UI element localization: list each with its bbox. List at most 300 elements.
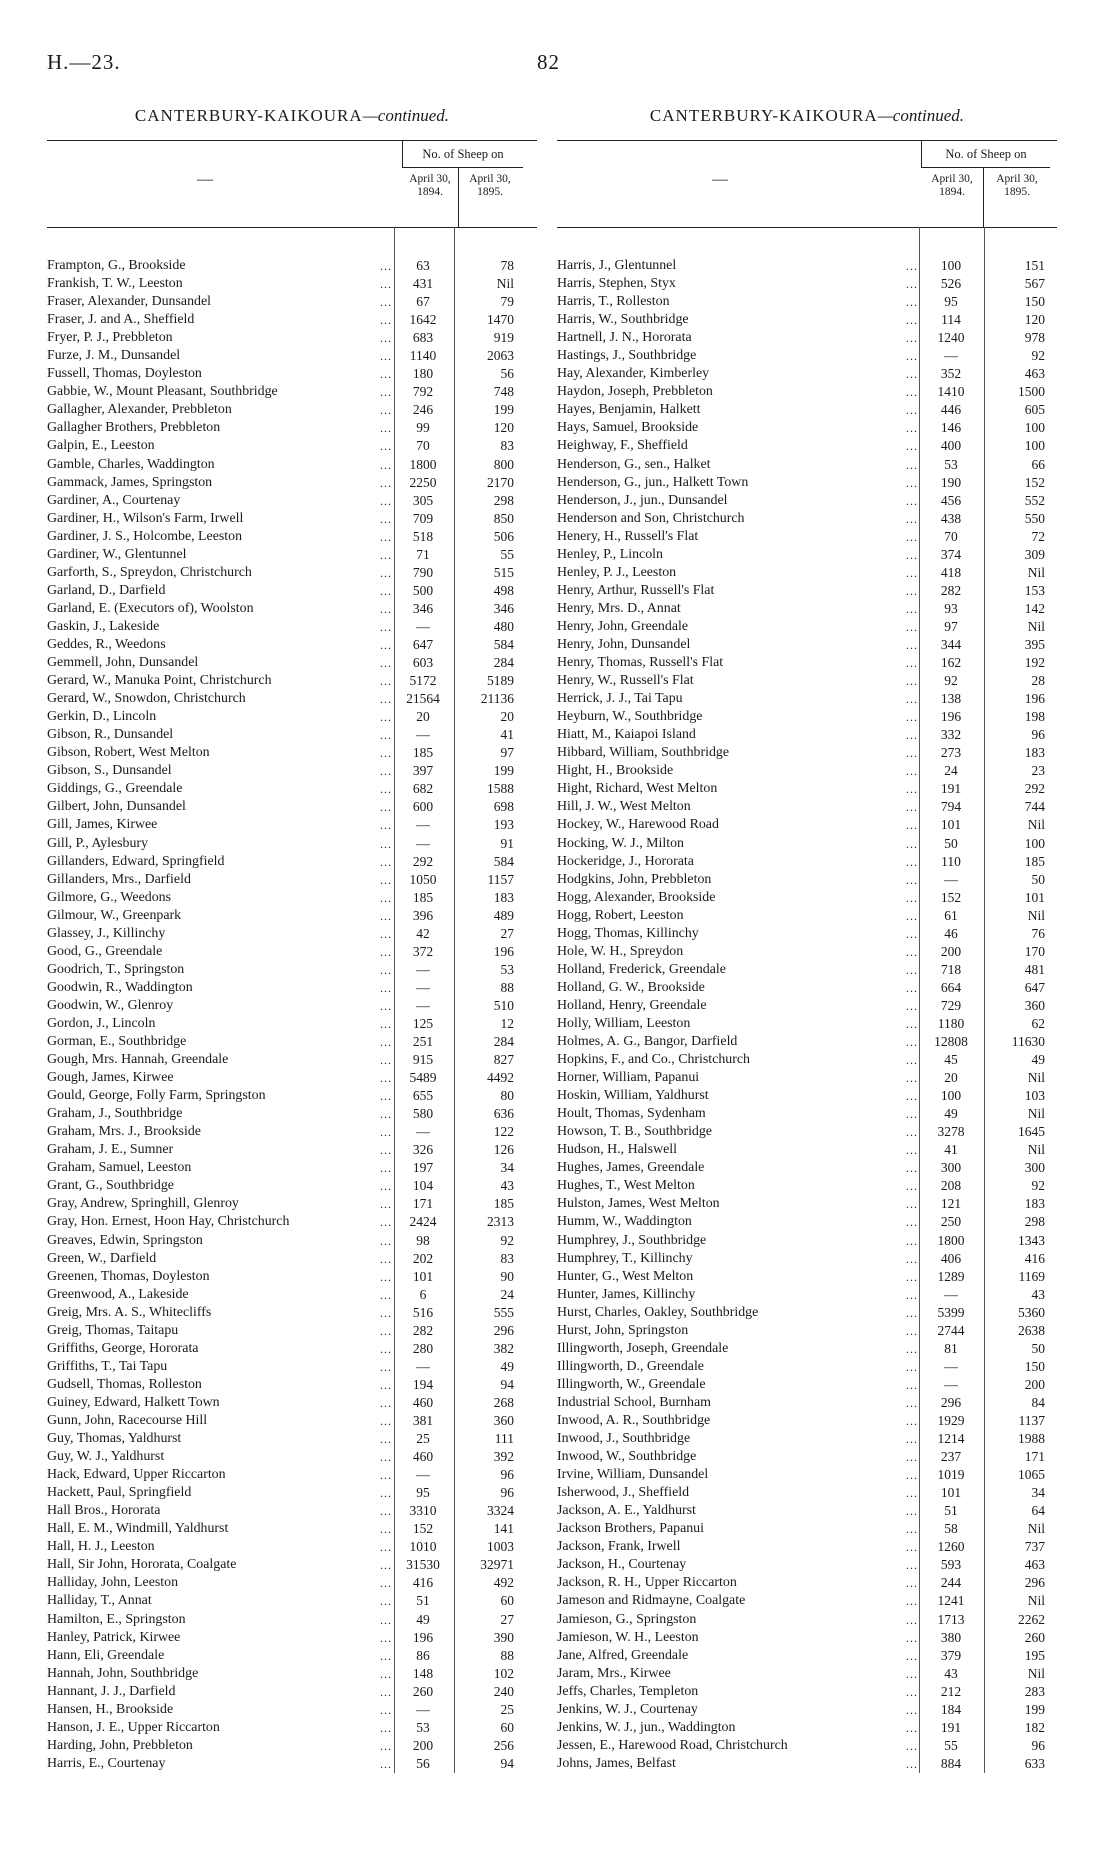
table-row <box>47 347 537 365</box>
leader-dots: ... <box>906 710 918 725</box>
sheep-count-1895: 151 <box>1024 258 1045 273</box>
sheep-count-1895: 584 <box>493 853 514 869</box>
table-row <box>557 618 1057 636</box>
leader-dots: ... <box>906 656 918 671</box>
sheep-count-1894: 191 <box>940 1719 962 1735</box>
sheep-count-1895: 298 <box>1024 1214 1045 1230</box>
holder-name: Gerard, W., Snowdon, Christchurch <box>47 691 246 707</box>
sheep-count-1894: 647 <box>412 636 434 652</box>
holder-name: Gemmell, John, Dunsandel <box>47 655 199 671</box>
holder-name: Gould, George, Folly Farm, Springston <box>47 1088 266 1104</box>
leader-dots: ... <box>380 962 392 977</box>
sheep-count-1894: 526 <box>940 276 962 292</box>
holder-name: Hole, W. H., Spreydon <box>557 943 684 959</box>
leader-dots: ... <box>906 601 918 616</box>
left-header-dash: — <box>197 171 213 188</box>
sheep-count-1895: 2638 <box>1018 1322 1045 1338</box>
table-row <box>557 401 1057 419</box>
sheep-count-1895: 83 <box>500 438 514 454</box>
sheep-count-1895: 153 <box>1024 582 1045 598</box>
sheep-count-1895: 24 <box>500 1286 514 1302</box>
table-row <box>47 1430 537 1448</box>
sheep-count-1894: 396 <box>412 907 434 923</box>
leader-dots: ... <box>906 619 918 634</box>
sheep-count-1894: 250 <box>940 1214 962 1230</box>
sheep-count-1895: 300 <box>1024 1160 1045 1176</box>
holder-name: Herrick, J. J., Tai Tapu <box>557 691 683 707</box>
sheep-count-1895: 12 <box>500 1015 514 1031</box>
sheep-count-1895: 41 <box>500 727 514 743</box>
sheep-count-1894: — <box>416 997 430 1013</box>
table-row <box>47 1629 537 1647</box>
holder-name: Gabbie, W., Mount Pleasant, Southbridge <box>47 384 278 400</box>
table-row <box>557 1611 1057 1629</box>
sheep-count-1894: 346 <box>412 600 434 616</box>
sheep-count-1894: 246 <box>412 402 434 418</box>
sheep-count-1895: 5189 <box>487 673 514 689</box>
leader-dots: ... <box>906 1179 918 1194</box>
sheep-count-1895: 296 <box>493 1322 514 1338</box>
sheep-count-1895: 5360 <box>1018 1304 1045 1320</box>
sheep-count-1894: 603 <box>412 655 434 671</box>
leader-dots: ... <box>906 692 918 707</box>
holder-name: Hurst, John, Springston <box>557 1322 689 1338</box>
sheep-count-1894: 664 <box>940 979 962 995</box>
left-title-suffix: —continued. <box>362 106 450 125</box>
table-row <box>47 1556 537 1574</box>
leader-dots: ... <box>380 926 392 941</box>
table-row <box>557 528 1057 546</box>
sheep-count-1895: 50 <box>1031 1340 1045 1356</box>
leader-dots: ... <box>380 1341 392 1356</box>
holder-name: Furze, J. M., Dunsandel <box>47 348 181 364</box>
table-row <box>47 1701 537 1719</box>
holder-name: Hight, Richard, West Melton <box>557 781 718 797</box>
sheep-count-1894: 162 <box>940 655 962 671</box>
sheep-count-1895: 126 <box>493 1142 514 1158</box>
sheep-count-1894: — <box>416 979 430 995</box>
leader-dots: ... <box>380 601 392 616</box>
sheep-count-1895: 142 <box>1024 600 1045 616</box>
sheep-count-1894: 352 <box>940 366 962 382</box>
holder-name: Graham, J., Southbridge <box>47 1106 183 1122</box>
leader-dots: ... <box>906 313 918 328</box>
sheep-count-1895: 584 <box>493 636 514 652</box>
table-row <box>557 1232 1057 1250</box>
holder-name: Hay, Alexander, Kimberley <box>557 366 710 382</box>
sheep-count-1894: 95 <box>416 1485 430 1501</box>
sheep-count-1894: 31530 <box>406 1557 440 1573</box>
leader-dots: ... <box>906 728 918 743</box>
sheep-count-1895: Nil <box>1027 1106 1045 1122</box>
sheep-count-1895: 185 <box>493 1196 514 1212</box>
holder-name: Gillanders, Edward, Springfield <box>47 853 225 869</box>
leader-dots: ... <box>906 1684 918 1699</box>
sheep-count-1895: Nil <box>496 276 514 292</box>
sheep-count-1895: 79 <box>500 294 514 310</box>
sheep-count-1895: Nil <box>1027 1142 1045 1158</box>
table-row <box>47 1087 537 1105</box>
holder-name: Gough, James, Kirwee <box>47 1070 174 1086</box>
sheep-count-1895: Nil <box>1027 1593 1045 1609</box>
table-row <box>557 889 1057 907</box>
sheep-count-1895: 103 <box>1024 1088 1045 1104</box>
leader-dots: ... <box>380 1107 392 1122</box>
table-row <box>557 907 1057 925</box>
holder-name: Halliday, T., Annat <box>47 1593 152 1609</box>
sheep-count-1895: 60 <box>500 1719 514 1735</box>
sheep-count-1894: 418 <box>940 564 962 580</box>
holder-name: Hocking, W. J., Milton <box>557 835 684 851</box>
leader-dots: ... <box>906 926 918 941</box>
sheep-count-1894: 208 <box>940 1178 962 1194</box>
table-row <box>47 293 537 311</box>
sheep-count-1895: 978 <box>1024 330 1045 346</box>
table-row <box>557 275 1057 293</box>
table-row <box>47 1322 537 1340</box>
sheep-count-1895: 92 <box>500 1232 514 1248</box>
leader-dots: ... <box>906 421 918 436</box>
table-row <box>47 510 537 528</box>
sheep-count-1894: 438 <box>940 510 962 526</box>
leader-dots: ... <box>380 1486 392 1501</box>
sheep-count-1894: 380 <box>940 1629 962 1645</box>
sheep-count-1894: 101 <box>940 1485 962 1501</box>
sheep-count-1894: 2744 <box>937 1322 965 1338</box>
sheep-count-1894: 46 <box>944 925 958 941</box>
sheep-count-1894: 12808 <box>934 1034 968 1050</box>
table-row <box>557 1538 1057 1556</box>
sheep-count-1894: 683 <box>412 330 434 346</box>
table-row <box>557 1069 1057 1087</box>
table-row <box>557 1033 1057 1051</box>
leader-dots: ... <box>380 1612 392 1627</box>
holder-name: Galpin, E., Leeston <box>47 438 155 454</box>
table-row <box>47 1376 537 1394</box>
sheep-count-1894: 397 <box>412 763 434 779</box>
sheep-count-1894: 460 <box>412 1449 434 1465</box>
sheep-count-1895: 196 <box>1024 691 1045 707</box>
sheep-count-1895: 1470 <box>487 312 514 328</box>
sheep-count-1895: 62 <box>1031 1015 1045 1031</box>
leader-dots: ... <box>906 1377 918 1392</box>
table-row <box>47 1304 537 1322</box>
table-row <box>47 1069 537 1087</box>
leader-dots: ... <box>906 890 918 905</box>
table-row <box>557 1304 1057 1322</box>
sheep-count-1894: 1214 <box>937 1431 965 1447</box>
holder-name: Greenen, Thomas, Doyleston <box>47 1268 210 1284</box>
sheep-count-1894: 49 <box>416 1611 430 1627</box>
table-row <box>557 1502 1057 1520</box>
leader-dots: ... <box>380 1450 392 1465</box>
leader-dots: ... <box>380 998 392 1013</box>
holder-name: Hurst, Charles, Oakley, Southbridge <box>557 1304 759 1320</box>
table-row <box>47 528 537 546</box>
right-header-dash: — <box>712 171 728 188</box>
sheep-count-1895: 636 <box>493 1106 514 1122</box>
leader-dots: ... <box>906 385 918 400</box>
sheep-count-1895: 1588 <box>487 781 514 797</box>
sheep-count-1895: 150 <box>1024 294 1045 310</box>
column-rule <box>984 227 985 1773</box>
table-row <box>557 798 1057 816</box>
sheep-count-1894: 1010 <box>409 1539 437 1555</box>
leader-dots: ... <box>380 1089 392 1104</box>
leader-dots: ... <box>380 565 392 580</box>
leader-dots: ... <box>906 962 918 977</box>
holder-name: Harris, T., Rolleston <box>557 294 670 310</box>
holder-name: Hibbard, William, Southbridge <box>557 745 730 761</box>
leader-dots: ... <box>906 1323 918 1338</box>
sheep-count-1894: 729 <box>940 997 962 1013</box>
sheep-count-1895: 850 <box>493 510 514 526</box>
holder-name: Johns, James, Belfast <box>557 1755 676 1771</box>
table-row <box>47 997 537 1015</box>
leader-dots: ... <box>906 1522 918 1537</box>
holder-name: Graham, Samuel, Leeston <box>47 1160 192 1176</box>
holder-name: Harris, E., Courtenay <box>47 1755 166 1771</box>
holder-name: Hight, H., Brookside <box>557 763 674 779</box>
column-rule <box>454 227 455 1773</box>
holder-name: Humphrey, T., Killinchy <box>557 1250 693 1266</box>
leader-dots: ... <box>380 1395 392 1410</box>
sheep-count-1894: 86 <box>416 1647 430 1663</box>
leader-dots: ... <box>906 1630 918 1645</box>
table-row <box>557 1520 1057 1538</box>
sheep-count-1894: — <box>416 1467 430 1483</box>
holder-name: Hack, Edward, Upper Riccarton <box>47 1467 226 1483</box>
sheep-count-1894: 200 <box>940 943 962 959</box>
holder-name: Graham, J. E., Sumner <box>47 1142 174 1158</box>
holder-name: Henry, Mrs. D., Annat <box>557 600 681 616</box>
table-row <box>557 1647 1057 1665</box>
sheep-count-1894: 1180 <box>937 1015 965 1031</box>
table-row <box>557 997 1057 1015</box>
leader-dots: ... <box>380 1522 392 1537</box>
table-row <box>47 835 537 853</box>
sheep-count-1895: 183 <box>493 889 514 905</box>
sheep-count-1894: 190 <box>940 474 962 490</box>
sheep-count-1895: 76 <box>1031 925 1045 941</box>
holder-name: Fussell, Thomas, Doyleston <box>47 366 202 382</box>
holder-name: Frankish, T. W., Leeston <box>47 276 183 292</box>
sheep-count-1894: 21564 <box>406 691 440 707</box>
holder-name: Hanley, Patrick, Kirwee <box>47 1629 181 1645</box>
table-row <box>47 1592 537 1610</box>
holder-name: Henry, W., Russell's Flat <box>557 673 694 689</box>
leader-dots: ... <box>380 1594 392 1609</box>
leader-dots: ... <box>380 1215 392 1230</box>
sheep-count-1894: — <box>416 727 430 743</box>
table-row <box>47 1340 537 1358</box>
holder-name: Henry, John, Greendale <box>557 618 689 634</box>
table-row <box>557 365 1057 383</box>
holder-name: Jamieson, W. H., Leeston <box>557 1629 699 1645</box>
sheep-count-1895: 1003 <box>487 1539 514 1555</box>
leader-dots: ... <box>906 998 918 1013</box>
holder-name: Henderson and Son, Christchurch <box>557 510 745 526</box>
leader-dots: ... <box>906 1215 918 1230</box>
leader-dots: ... <box>906 1359 918 1374</box>
holder-name: Hughes, James, Greendale <box>557 1160 705 1176</box>
sheep-count-1894: 184 <box>940 1701 962 1717</box>
table-row <box>47 546 537 564</box>
table-row <box>47 1520 537 1538</box>
sheep-count-1894: 1410 <box>937 384 965 400</box>
sheep-count-1895: 27 <box>500 1611 514 1627</box>
table-row <box>557 1123 1057 1141</box>
table-row <box>557 1177 1057 1195</box>
holder-name: Hall Bros., Hororata <box>47 1503 161 1519</box>
sheep-count-1895: 360 <box>1024 997 1045 1013</box>
leader-dots: ... <box>380 674 392 689</box>
leader-dots: ... <box>906 583 918 598</box>
page-series: H.—23. <box>47 50 121 74</box>
sheep-count-1894: 6 <box>419 1286 427 1302</box>
table-row <box>47 1394 537 1412</box>
holder-name: Greig, Thomas, Taitapu <box>47 1322 179 1338</box>
holder-name: Henry, Arthur, Russell's Flat <box>557 582 715 598</box>
sheep-count-1894: 1800 <box>937 1232 965 1248</box>
holder-name: Humphrey, J., Southbridge <box>557 1232 707 1248</box>
leader-dots: ... <box>906 764 918 779</box>
holder-name: Gray, Hon. Ernest, Hoon Hay, Christchurch <box>47 1214 290 1230</box>
table-row <box>47 654 537 672</box>
sheep-count-1894: 53 <box>944 456 958 472</box>
sheep-count-1894: 500 <box>412 582 434 598</box>
sheep-count-1895: 1988 <box>1018 1431 1045 1447</box>
sheep-count-1894: 49 <box>944 1106 958 1122</box>
holder-name: Jeffs, Charles, Templeton <box>557 1683 699 1699</box>
leader-dots: ... <box>380 493 392 508</box>
sheep-count-1895: 100 <box>1024 420 1045 436</box>
table-row <box>47 365 537 383</box>
table-row <box>557 961 1057 979</box>
sheep-count-1894: 53 <box>416 1719 430 1735</box>
sheep-count-1894: 194 <box>412 1376 434 1392</box>
holder-name: Gray, Andrew, Springhill, Glenroy <box>47 1196 239 1212</box>
sheep-count-1894: 260 <box>412 1683 434 1699</box>
sheep-count-1895: 53 <box>500 961 514 977</box>
leader-dots: ... <box>906 1125 918 1140</box>
leader-dots: ... <box>906 1395 918 1410</box>
sheep-count-1894: 95 <box>944 294 958 310</box>
sheep-count-1895: 94 <box>500 1755 514 1771</box>
right-column-title <box>557 106 1057 126</box>
leader-dots: ... <box>380 1702 392 1717</box>
sheep-count-1894: 516 <box>412 1304 434 1320</box>
leader-dots: ... <box>380 872 392 887</box>
leader-dots: ... <box>380 1143 392 1158</box>
table-row <box>47 943 537 961</box>
right-title-suffix: —continued. <box>877 106 965 125</box>
holder-name: Harris, J., Glentunnel <box>557 258 677 273</box>
leader-dots: ... <box>906 439 918 454</box>
sheep-count-1894: 292 <box>412 853 434 869</box>
table-row <box>557 943 1057 961</box>
sheep-count-1894: 152 <box>940 889 962 905</box>
leader-dots: ... <box>380 1558 392 1573</box>
holder-name: Gammack, James, Springston <box>47 474 213 490</box>
table-row <box>47 1502 537 1520</box>
table-row <box>557 1430 1057 1448</box>
holder-name: Jenkins, W. J., Courtenay <box>557 1701 698 1717</box>
sheep-count-1895: 4492 <box>487 1070 514 1086</box>
holder-name: Fryer, P. J., Prebbleton <box>47 330 173 346</box>
leader-dots: ... <box>380 1233 392 1248</box>
table-row <box>557 564 1057 582</box>
sheep-count-1895: 84 <box>1031 1394 1045 1410</box>
sheep-count-1894: 280 <box>412 1340 434 1356</box>
sheep-count-1895: 1645 <box>1018 1124 1045 1140</box>
table-row <box>47 1448 537 1466</box>
holder-name: Holly, William, Leeston <box>557 1015 691 1031</box>
sheep-count-1895: 1500 <box>1018 384 1045 400</box>
sheep-count-1895: 100 <box>1024 438 1045 454</box>
holder-name: Irvine, William, Dunsandel <box>557 1467 709 1483</box>
left-title-text: CANTERBURY-KAIKOURA <box>134 106 363 125</box>
sheep-count-1895: 309 <box>1024 546 1045 562</box>
holder-name: Holmes, A. G., Bangor, Darfield <box>557 1034 738 1050</box>
leader-dots: ... <box>380 1359 392 1374</box>
sheep-count-1894: — <box>416 1124 430 1140</box>
holder-name: Greenwood, A., Lakeside <box>47 1286 189 1302</box>
sheep-count-1894: 212 <box>940 1683 962 1699</box>
holder-name: Gamble, Charles, Waddington <box>47 456 215 472</box>
holder-name: Harding, John, Prebbleton <box>47 1737 193 1753</box>
holder-name: Holland, Henry, Greendale <box>557 997 707 1013</box>
sheep-count-1895: 737 <box>1024 1539 1045 1555</box>
sheep-count-1895: 200 <box>1024 1376 1045 1392</box>
table-row <box>557 311 1057 329</box>
leader-dots: ... <box>380 583 392 598</box>
sheep-count-1895: 3324 <box>487 1503 514 1519</box>
leader-dots: ... <box>906 637 918 652</box>
sheep-count-1894: 81 <box>944 1340 958 1356</box>
sheep-count-1895: 91 <box>500 835 514 851</box>
holder-name: Glassey, J., Killinchy <box>47 925 166 941</box>
sheep-count-1894: 446 <box>940 402 962 418</box>
sheep-count-1895: 97 <box>500 745 514 761</box>
sheep-count-1895: 55 <box>500 546 514 562</box>
sheep-count-1894: — <box>416 817 430 833</box>
holder-name: Geddes, R., Weedons <box>47 636 166 652</box>
leader-dots: ... <box>380 475 392 490</box>
table-row <box>47 1737 537 1755</box>
sheep-count-1894: 63 <box>416 258 430 273</box>
sheep-count-1894: 580 <box>412 1106 434 1122</box>
table-row <box>47 1268 537 1286</box>
sheep-count-1895: 744 <box>1024 799 1045 815</box>
sheep-count-1895: 193 <box>493 817 514 833</box>
table-row <box>47 1538 537 1556</box>
sheep-count-1895: 88 <box>500 979 514 995</box>
sheep-count-1894: — <box>416 835 430 851</box>
table-row <box>47 816 537 834</box>
leader-dots: ... <box>380 1269 392 1284</box>
sheep-count-1894: 51 <box>416 1593 430 1609</box>
table-row <box>557 1719 1057 1737</box>
leader-dots: ... <box>906 259 918 273</box>
table-row <box>557 1051 1057 1069</box>
sheep-count-1895: 283 <box>1024 1683 1045 1699</box>
sheep-count-1895: 56 <box>500 366 514 382</box>
sheep-count-1894: 191 <box>940 781 962 797</box>
table-row <box>47 1141 537 1159</box>
leader-dots: ... <box>380 349 392 364</box>
table-row <box>557 1105 1057 1123</box>
